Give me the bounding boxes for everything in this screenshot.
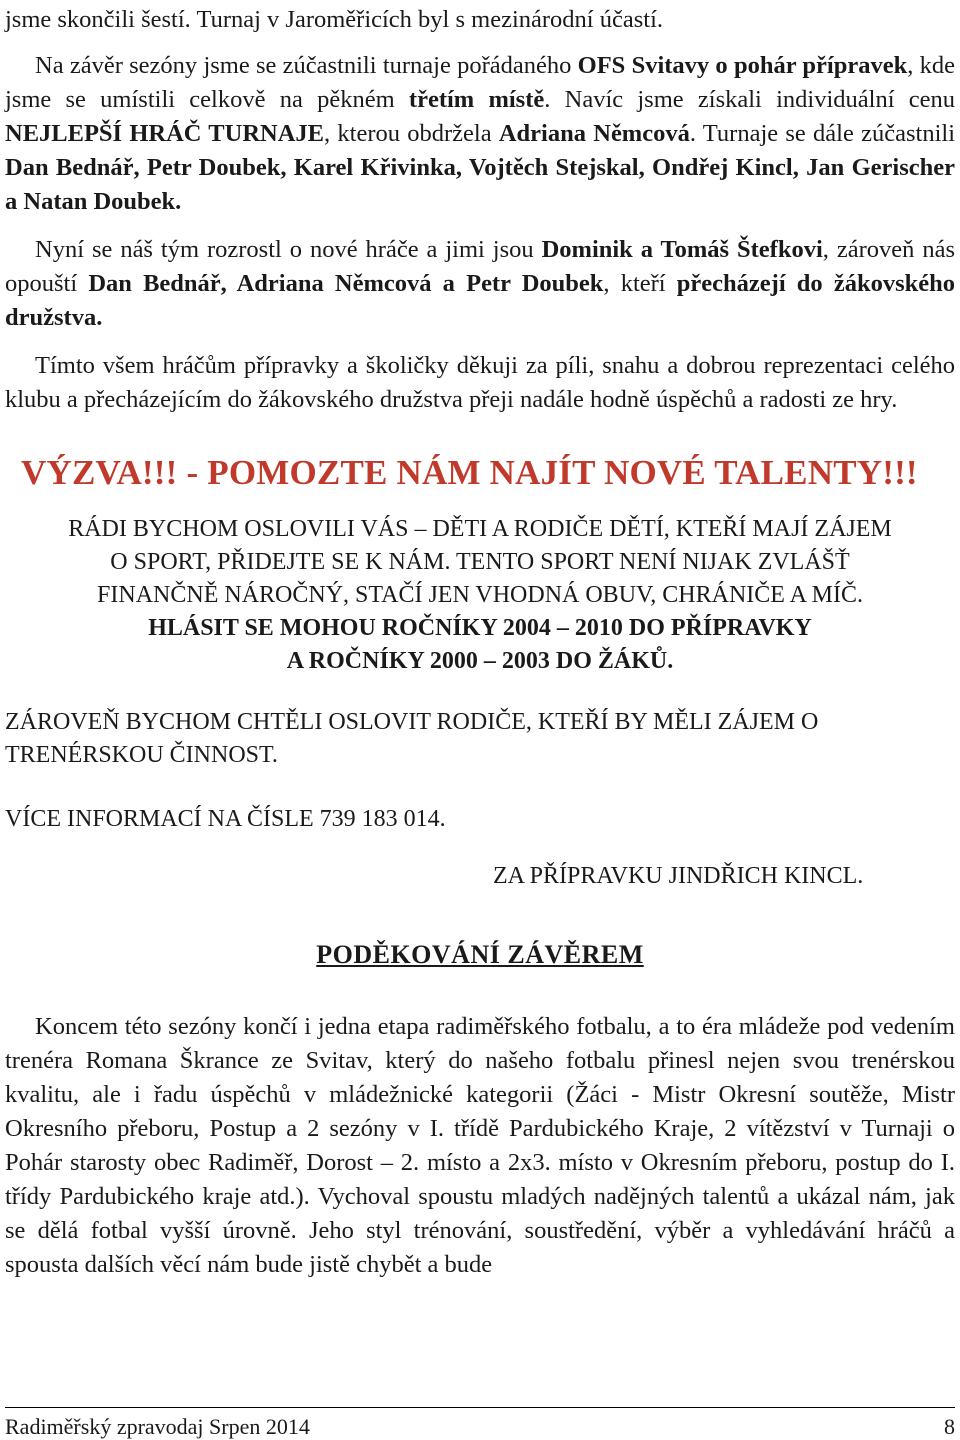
text: , kde jsme se umístili celkově na pěkném	[5, 52, 955, 113]
paragraph-intro: jsme skončili šestí. Turnaj v Jaroměřicích byl s mezinárodní účastí.	[5, 6, 663, 33]
notice-line-bold: A ROČNÍKY 2000 – 2003 DO ŽÁKŮ.	[286, 648, 674, 674]
notice-line-bold: HLÁSIT SE MOHOU ROČNÍKY 2004 – 2010 DO PŘÍPRAVKY	[148, 615, 812, 641]
footer-publication: Radiměřský zpravodaj Srpen 2014	[5, 1414, 310, 1439]
text: . Turnaje se dále zúčastnili	[689, 120, 955, 147]
paragraph-tournament	[5, 49, 955, 219]
newsletter-page	[5, 0, 955, 1282]
signature: ZA PŘÍPRAVKU JINDŘICH KINCL.	[493, 863, 864, 889]
page-footer	[5, 1407, 955, 1440]
paragraph-thanks: Tímto všem hráčům přípravky a školičky děkuji za píli, snahu a dobrou reprezentaci celého klubu a přecházejícím do žákovského družstva přeji nadále hodně úspěchů a radosti ze hry.	[5, 352, 955, 413]
contact-info: VÍCE INFORMACÍ NA ČÍSLE 739 183 014.	[5, 806, 446, 832]
text: , kterou obdržela	[324, 120, 499, 147]
leaving-players: Dan Bednář, Adriana Němcová a Petr Doubek	[88, 270, 604, 297]
players-list: Dan Bednář, Petr Doubek, Karel Křivinka, Vojtěch Stejskal, Ondřej Kincl, Jan Gerischer a Natan Doubek.	[5, 154, 955, 215]
text: , zároveň nás opouští	[5, 236, 955, 297]
notice-line: RÁDI BYCHOM OSLOVILI VÁS – DĚTI A RODIČE DĚTÍ, KTEŘÍ MAJÍ ZÁJEM	[68, 516, 892, 542]
text: Na závěr sezóny jsme se zúčastnili turnaje pořádaného	[35, 52, 578, 79]
text: Nyní se náš tým rozrostl o nové hráče a jimi jsou	[35, 236, 542, 263]
section-heading: PODĚKOVÁNÍ ZÁVĚREM	[316, 940, 644, 969]
award-winner: Adriana Němcová	[498, 120, 690, 147]
text: , kteří	[603, 270, 677, 297]
callout-heading: VÝZVA!!! - POMOZTE NÁM NAJÍT NOVÉ TALENTY!!!	[21, 453, 918, 492]
paragraph-farewell: Koncem této sezóny končí i jedna etapa radiměřského fotbalu, a to éra mládeže pod vedením trenéra Romana Škrance ze Svitav, který do našeho fotbalu přinesl nejen svou trenérskou kvalitu, ale i řadu úspěchů v mládežnické kategorii (Žáci - Mistr Okresní soutěže, Mistr Okresního přeboru, Postup a 2 sezóny v I. třídě Pardubického Kraje, 2 vítězství v Turnaji o Pohár starosty obec Radiměř, Dorost – 2. místo a 2x3. místo v Okresním přeboru, postup do I. třídy Pardubického kraje atd.). Vychoval spoustu mladých nadějných talentů a ukázal nám, jak se dělá fotbal vyšší úrovně. Jeho styl trénování, soustředění, výběr a vyhledávání hráčů a spousta dalších věcí nám bude jistě chybět a bude	[5, 1013, 955, 1278]
transfer-note: přecházejí do žákovského družstva.	[5, 270, 955, 331]
award-name: NEJLEPŠÍ HRÁČ TURNAJE	[5, 120, 325, 147]
paragraph-roster-changes	[5, 233, 955, 335]
notice-line: O SPORT, PŘIDEJTE SE K NÁM. TENTO SPORT NENÍ NIJAK ZVLÁŠŤ	[110, 549, 850, 575]
recruitment-notice	[5, 513, 955, 678]
notice-line: FINANČNĚ NÁROČNÝ, STAČÍ JEN VHODNÁ OBUV, CHRÁNIČE A MÍČ.	[97, 582, 863, 608]
page-number: 8	[944, 1414, 955, 1439]
placement: třetím místě	[408, 86, 545, 113]
tournament-name: OFS Svitavy o pohár přípravek	[577, 52, 908, 79]
parents-notice: ZÁROVEŇ BYCHOM CHTĚLI OSLOVIT RODIČE, KTEŘÍ BY MĚLI ZÁJEM O TRENÉRSKOU ČINNOST.	[5, 709, 819, 768]
text: . Navíc jsme získali individuální cenu	[544, 86, 956, 113]
new-players: Dominik a Tomáš Štefkovi	[541, 236, 823, 263]
